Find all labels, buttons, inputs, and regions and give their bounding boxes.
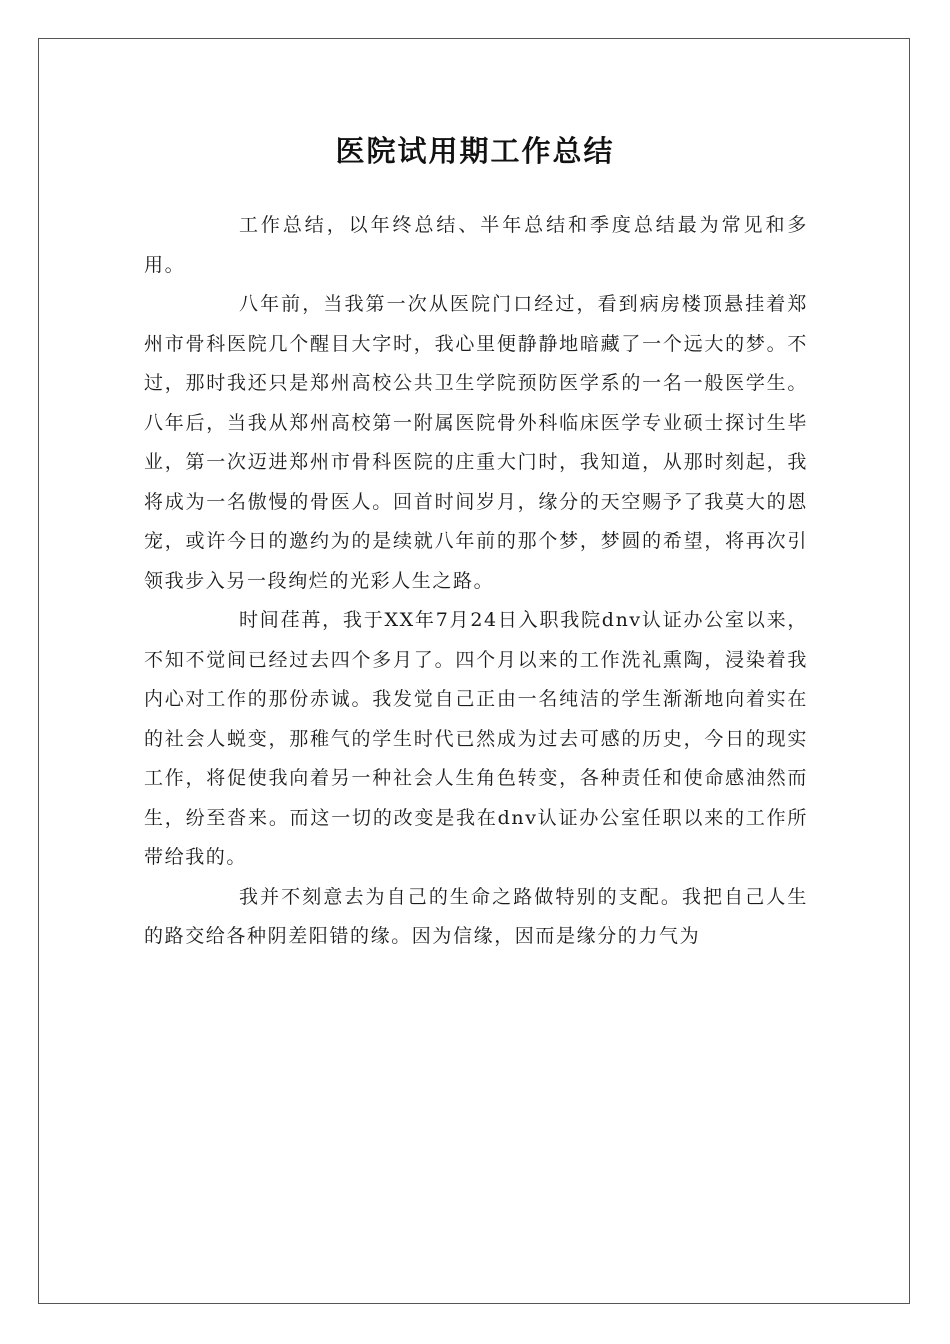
paragraph-1: 工作总结，以年终总结、半年总结和季度总结最为常见和多用。: [144, 214, 808, 276]
paragraph-2: 八年前，当我第一次从医院门口经过，看到病房楼顶悬挂着郑州市骨科医院几个醒目大字时，我心里便静静地暗藏了一个远大的梦。不过，那时我还只是郑州高校公共卫生学院预防医学系的一名一般医学生。八年后，当我从郑州高校第一附属医院骨外科临床医学专业硕士探讨生毕业，第一次迈进郑州市骨科医院的庄重大门时，我知道，从那时刻起，我将成为一名傲慢的骨医人。回首时间岁月，缘分的天空赐予了我莫大的恩宠，或许今日的邀约为的是续就八年前的那个梦，梦圆的希望，将再次引领我步入另一段绚烂的光彩人生之路。: [144, 293, 808, 592]
document-title: 医院试用期工作总结: [335, 134, 615, 168]
document-body: [144, 206, 808, 957]
paragraph-4: 我并不刻意去为自己的生命之路做特别的支配。我把自己人生的路交给各种阴差阳错的缘。因为信缘，因而是缘分的力气为: [144, 885, 808, 947]
paragraph-3: 时间荏苒，我于XX年7月24日入职我院dnv认证办公室以来，不知不觉间已经过去四个多月了。四个月以来的工作洗礼熏陶，浸染着我内心对工作的那份赤诚。我发觉自己正由一名纯洁的学生渐渐地向着实在的社会人蜕变，那稚气的学生时代已然成为过去可感的历史，今日的现实工作，将促使我向着另一种社会人生角色转变，各种责任和使命感油然而生，纷至沓来。而这一切的改变是我在dnv认证办公室任职以来的工作所带给我的。: [144, 609, 808, 868]
